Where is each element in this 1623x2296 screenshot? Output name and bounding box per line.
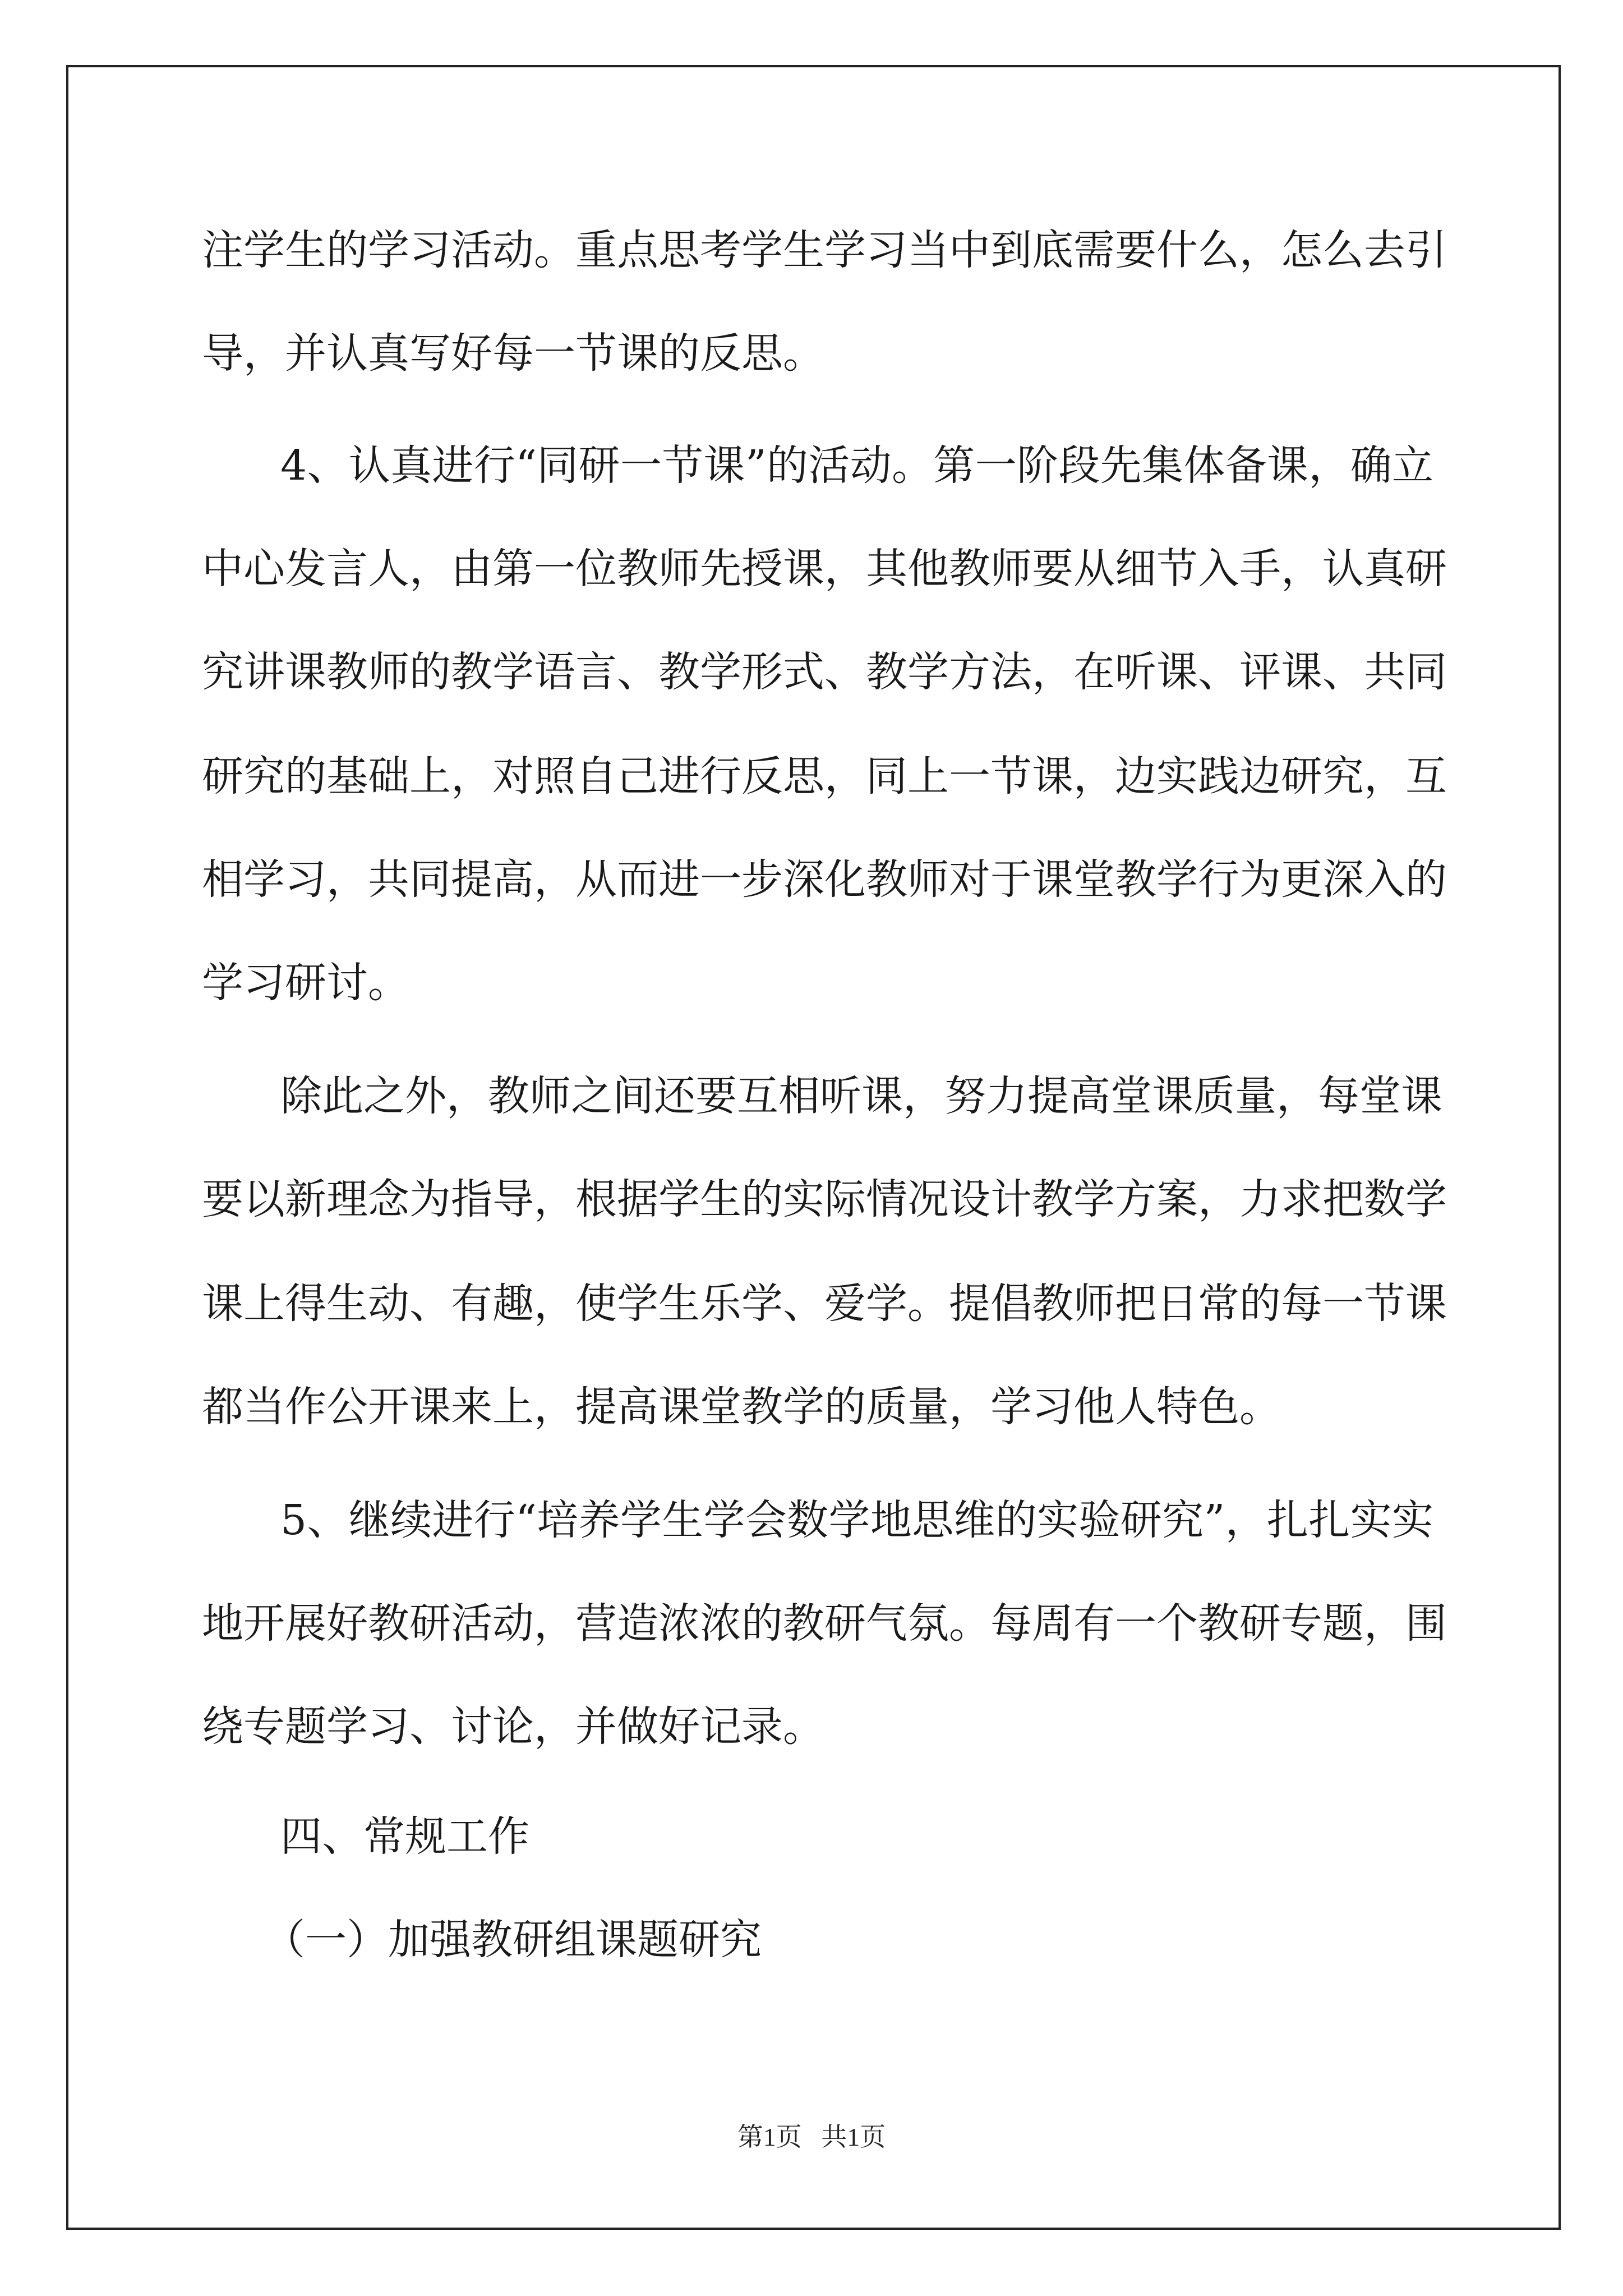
paragraph-line: 4、认真进行“同研一节课”的活动。第一阶段先集体备课，确立 bbox=[280, 441, 1433, 490]
page-footer: 第1页 共1页 bbox=[737, 2123, 886, 2151]
paragraph-line: 学习研讨。 bbox=[202, 959, 409, 1007]
page-border bbox=[66, 65, 1561, 2230]
paragraph-line: 导，并认真写好每一节课的反思。 bbox=[202, 329, 824, 378]
section-heading: 四、常规工作 bbox=[280, 1812, 529, 1861]
paragraph-line: 5、继续进行“培养学生学会数学地思维的实验研究”，扎扎实实 bbox=[280, 1496, 1433, 1544]
paragraph-line: 地开展好教研活动，营造浓浓的教研气氛。每周有一个教研专题，围 bbox=[202, 1599, 1447, 1648]
paragraph-line: 研究的基础上，对照自己进行反思，同上一节课，边实践边研究，互 bbox=[202, 752, 1447, 800]
paragraph-line: 绕专题学习、讨论，并做好记录。 bbox=[202, 1703, 824, 1751]
paragraph-line: 要以新理念为指导，根据学生的实际情况设计教学方案，力求把数学 bbox=[202, 1175, 1447, 1223]
paragraph-line: 课上得生动、有趣，使学生乐学、爱学。提倡教师把日常的每一节课 bbox=[202, 1280, 1447, 1328]
paragraph-line: 注学生的学习活动。重点思考学生学习当中到底需要什么，怎么去引 bbox=[202, 226, 1447, 274]
paragraph-line: 除此之外，教师之间还要互相听课，努力提高堂课质量，每堂课 bbox=[280, 1072, 1442, 1120]
paragraph-line: 中心发言人，由第一位教师先授课，其他教师要从细节入手，认真研 bbox=[202, 545, 1447, 593]
subsection-heading: （一）加强教研组课题研究 bbox=[264, 1916, 762, 1964]
paragraph-line: 相学习，共同提高，从而进一步深化教师对于课堂教学行为更深入的 bbox=[202, 855, 1447, 904]
paragraph-line: 究讲课教师的教学语言、教学形式、教学方法，在听课、评课、共同 bbox=[202, 648, 1447, 696]
paragraph-line: 都当作公开课来上，提高课堂教学的质量，学习他人特色。 bbox=[202, 1383, 1281, 1431]
